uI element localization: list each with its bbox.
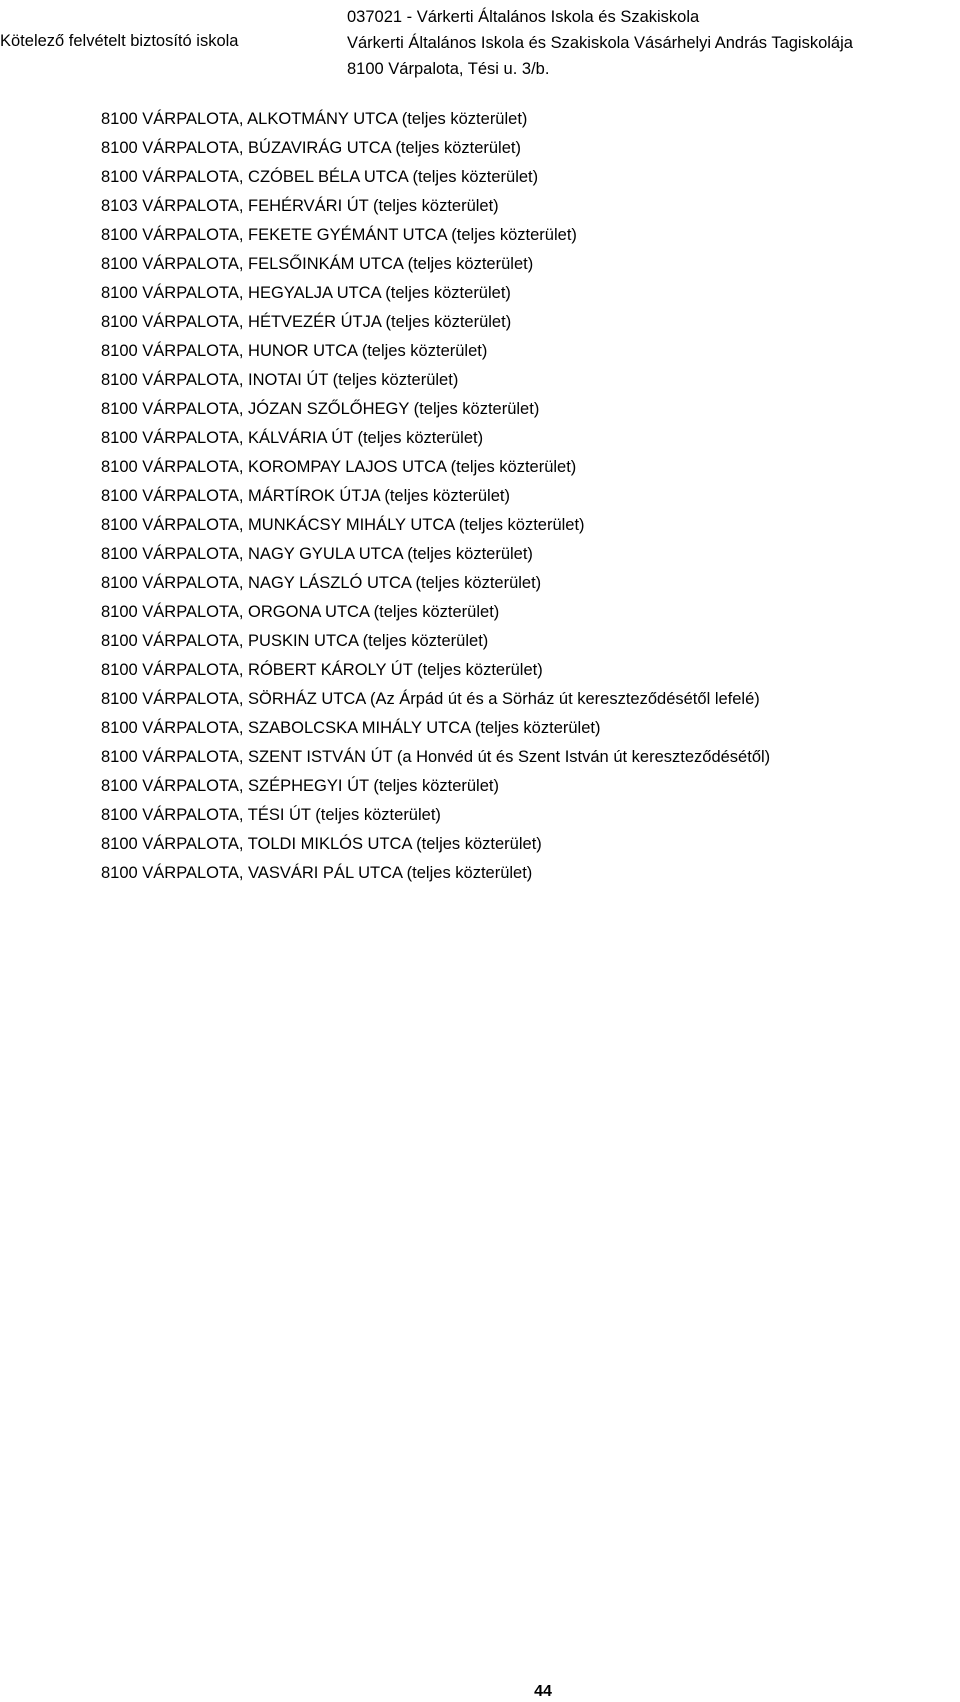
address-item: 8100 VÁRPALOTA, FELSŐINKÁM UTCA (teljes közterület): [101, 255, 534, 273]
address-item: 8100 VÁRPALOTA, TOLDI MIKLÓS UTCA (teljes közterület): [101, 835, 542, 853]
address-item: 8100 VÁRPALOTA, HUNOR UTCA (teljes közterület): [101, 342, 488, 360]
school-code-name: 037021 - Várkerti Általános Iskola és Szakiskola: [347, 8, 700, 26]
address-item: 8100 VÁRPALOTA, HÉTVEZÉR ÚTJA (teljes közterület): [101, 313, 512, 331]
address-item: 8100 VÁRPALOTA, ALKOTMÁNY UTCA (teljes közterület): [101, 110, 528, 128]
address-item: 8100 VÁRPALOTA, SZABOLCSKA MIHÁLY UTCA (teljes közterület): [101, 719, 601, 737]
address-item: 8100 VÁRPALOTA, SZÉPHEGYI ÚT (teljes közterület): [101, 777, 499, 795]
address-item: 8100 VÁRPALOTA, MÁRTÍROK ÚTJA (teljes közterület): [101, 487, 510, 505]
address-item: 8100 VÁRPALOTA, KOROMPAY LAJOS UTCA (teljes közterület): [101, 458, 577, 476]
address-item: 8100 VÁRPALOTA, PUSKIN UTCA (teljes közterület): [101, 632, 489, 650]
address-item: 8100 VÁRPALOTA, INOTAI ÚT (teljes közterület): [101, 371, 459, 389]
address-item: 8100 VÁRPALOTA, JÓZAN SZŐLŐHEGY (teljes közterület): [101, 400, 540, 418]
page-header: [0, 0, 960, 80]
address-item: 8100 VÁRPALOTA, TÉSI ÚT (teljes közterület): [101, 806, 441, 824]
address-item: 8100 VÁRPALOTA, SÖRHÁZ UTCA (Az Árpád út és a Sörház út kereszteződésétől lefelé): [101, 690, 760, 708]
address-item: 8100 VÁRPALOTA, CZÓBEL BÉLA UTCA (teljes közterület): [101, 168, 539, 186]
address-item: 8100 VÁRPALOTA, VASVÁRI PÁL UTCA (teljes közterület): [101, 864, 533, 882]
school-unit-name: Várkerti Általános Iskola és Szakiskola Vásárhelyi András Tagiskolája: [347, 34, 853, 52]
page-number: 44: [534, 1683, 552, 1700]
address-item: 8100 VÁRPALOTA, HEGYALJA UTCA (teljes közterület): [101, 284, 511, 302]
address-item: 8103 VÁRPALOTA, FEHÉRVÁRI ÚT (teljes közterület): [101, 197, 499, 215]
address-item: 8100 VÁRPALOTA, NAGY LÁSZLÓ UTCA (teljes közterület): [101, 574, 542, 592]
address-item: 8100 VÁRPALOTA, SZENT ISTVÁN ÚT (a Honvéd út és Szent István út kereszteződésétől): [101, 748, 771, 766]
address-item: 8100 VÁRPALOTA, KÁLVÁRIA ÚT (teljes közterület): [101, 429, 484, 447]
address-item: 8100 VÁRPALOTA, FEKETE GYÉMÁNT UTCA (teljes közterület): [101, 226, 577, 244]
address-item: 8100 VÁRPALOTA, BÚZAVIRÁG UTCA (teljes közterület): [101, 139, 521, 157]
header-caption: Kötelező felvételt biztosító iskola: [0, 32, 239, 50]
address-item: 8100 VÁRPALOTA, MUNKÁCSY MIHÁLY UTCA (teljes közterület): [101, 516, 585, 534]
address-list: [101, 105, 770, 888]
address-item: 8100 VÁRPALOTA, RÓBERT KÁROLY ÚT (teljes közterület): [101, 661, 543, 679]
school-address: 8100 Várpalota, Tési u. 3/b.: [347, 60, 550, 78]
address-item: 8100 VÁRPALOTA, ORGONA UTCA (teljes közterület): [101, 603, 500, 621]
address-item: 8100 VÁRPALOTA, NAGY GYULA UTCA (teljes közterület): [101, 545, 533, 563]
school-info: [347, 4, 853, 82]
